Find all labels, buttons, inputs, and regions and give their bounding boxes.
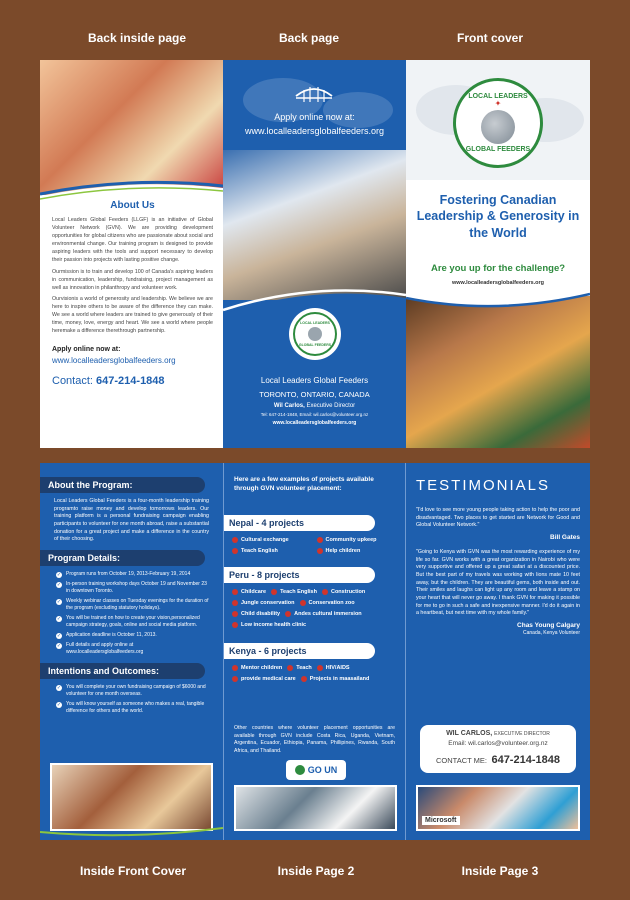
outside-sheet <box>40 60 590 448</box>
project-label: Community upkeep <box>325 537 377 543</box>
panel-back-inside <box>40 60 223 448</box>
label-inside-3: Inside Page 3 <box>461 864 539 878</box>
bullet-icon <box>271 589 277 595</box>
apply-label: Apply online now at: <box>52 346 121 354</box>
check-icon: ✓ <box>56 616 62 623</box>
gvn-label: GO UN <box>307 765 338 775</box>
details-item <box>56 571 217 578</box>
program-title: About the Program: <box>40 477 205 493</box>
gvn-globe-icon <box>295 765 305 775</box>
project-label: Conservation zoo <box>308 600 355 606</box>
label-back-inside: Back inside page <box>87 31 187 45</box>
panel-inside-front <box>40 463 223 840</box>
project-label: provide medical care <box>241 676 296 682</box>
project-label: Help children <box>325 548 361 554</box>
details-item <box>56 632 217 639</box>
peru-title: Peru - 8 projects <box>224 567 375 583</box>
project-label: Child disability <box>241 611 281 617</box>
bullet-icon <box>232 676 238 682</box>
intentions-item <box>56 701 217 715</box>
contact-phone-line <box>420 750 576 768</box>
check-icon: ✓ <box>56 582 62 589</box>
kenya-title: Kenya - 6 projects <box>224 643 375 659</box>
bullet-icon <box>317 665 323 671</box>
panel-inside-3 <box>406 463 590 840</box>
project-item <box>301 676 370 682</box>
contact-role: EXECUTIVE DIRECTOR <box>494 731 550 737</box>
intentions-text: You will complete your own fundraising campaign of $6000 and volunteer for one month overseas. <box>66 684 206 698</box>
nepal-title: Nepal - 4 projects <box>224 515 375 531</box>
world-map-watermark <box>223 60 406 150</box>
children-photo <box>40 60 223 195</box>
contact-name-line <box>420 730 576 737</box>
panel-inside-2 <box>223 463 406 840</box>
check-icon: ✓ <box>56 643 62 650</box>
bullet-icon <box>232 665 238 671</box>
kenya-section <box>224 643 405 682</box>
details-list <box>40 566 223 663</box>
inside-front-swoosh <box>40 826 223 840</box>
project-label: Mentor children <box>241 665 283 671</box>
details-title: Program Details: <box>40 550 205 566</box>
bullet-icon <box>232 537 238 543</box>
project-item <box>232 548 313 554</box>
projects-intro: Here are a few examples of projects available through GVN volunteer placement: <box>234 476 374 493</box>
testimonials-title: TESTIMONIALS <box>416 477 551 494</box>
bullet-icon <box>232 548 238 554</box>
front-url[interactable]: www.localleadersglobalfeeders.org <box>451 280 545 286</box>
classroom-photo <box>50 763 213 831</box>
check-icon: ✓ <box>56 572 62 579</box>
check-icon: ✓ <box>56 633 62 640</box>
project-label: Jungle conservation <box>241 600 295 606</box>
project-item <box>300 600 355 606</box>
peru-section <box>224 567 405 628</box>
microsoft-sign: Microsoft <box>422 816 460 825</box>
project-item <box>285 611 362 617</box>
intentions-title: Intentions and Outcomes: <box>40 663 205 679</box>
back-tel-line: Tel: 647-214-1848, Email: wil.carlos@volunteer.org.nz <box>260 412 369 417</box>
program-text: Local Leaders Global Feeders is a four-month leadership training programto raise money and develop tomorrows leaders. Our training platform is a personal fundraising campaign enabling participants to volunteer for one month abroad, raise a substantial donation for a great project and make a difference in the country of their choosing. <box>54 498 209 543</box>
bullet-icon <box>232 611 238 617</box>
details-text: Program runs from October 19, 2013-February 19, 2014 <box>66 571 191 578</box>
check-icon: ✓ <box>56 702 62 709</box>
details-item <box>56 615 217 629</box>
project-label: Childcare <box>241 589 267 595</box>
back-logo-globe-icon <box>308 327 322 341</box>
details-item <box>56 581 217 595</box>
details-item <box>56 598 217 612</box>
check-icon: ✓ <box>56 685 62 692</box>
contact-me-label: CONTACT ME: <box>436 756 487 765</box>
label-inside-2: Inside Page 2 <box>277 864 355 878</box>
back-web[interactable]: www.localleadersglobalfeeders.org <box>272 420 357 426</box>
project-item <box>317 548 398 554</box>
contact-name: WIL CARLOS, <box>446 730 493 737</box>
project-label: HIV/AIDS <box>325 665 350 671</box>
bullet-icon <box>300 600 306 606</box>
front-logo-bottom: GLOBAL FEEDERS <box>465 146 531 153</box>
front-logo-top: LOCAL LEADERS <box>468 93 528 100</box>
details-text: In-person training workshop days October 19 and November 23 in downtown Toronto. <box>66 581 207 595</box>
project-item <box>232 537 313 543</box>
maple-leaf-icon: ✦ <box>494 99 502 108</box>
inside-sheet <box>40 463 590 840</box>
label-back: Back page <box>278 31 340 45</box>
back-city: TORONTO, ONTARIO, CANADA <box>259 390 370 399</box>
about-paragraph-2: Ourmission is to train and develop 100 of Canada's aspiring leaders in communication, leadership, fundraising, project management as well as innovation in philanthropy and volunteer work. <box>52 268 213 291</box>
check-icon: ✓ <box>56 599 62 606</box>
bullet-icon <box>317 548 323 554</box>
label-front: Front cover <box>456 31 523 45</box>
project-item <box>317 537 398 543</box>
back-apply-label: Apply online now at: <box>274 112 355 122</box>
kids-group-photo <box>406 296 590 448</box>
about-paragraph-1: Local Leaders Global Feeders (LLGF) is an initiative of Global Volunteer Network (GVN). We are providing development opportunities for global citizens who are passionate about social and environmental change. Our training program is designed to provide aspiring leaders with the tools and support necessary to develop their passion into projects with lasting positive change. <box>52 217 213 263</box>
bullet-icon <box>322 589 328 595</box>
details-text: You will be trained on how to create your vision,personalized campaign strategy, goals, online and social media platform. <box>66 615 200 629</box>
about-paragraph-3: Ourvisionis a world of generosity and leadership. We believe we are here to inspire others to be aware of the difference they can make. We see a world where leaders are trained to give generously of their time, money, love, energy and heart. We see a world where people heremake a difference therethrough partnership. <box>52 296 213 335</box>
bullet-icon <box>285 611 291 617</box>
project-item <box>232 665 282 671</box>
other-countries: Other countries where volunteer placement opportunities are available through GVN include Costa Rica, Uganda, Vietnam, Argentina, Ecuador, Ethiopia, Panama, Phillipines, Rwanda, South Africa, and Thailand. <box>234 725 395 754</box>
bullet-icon <box>232 600 238 606</box>
contact-box <box>420 725 576 773</box>
label-inside-front: Inside Front Cover <box>79 864 186 878</box>
project-label: Teach English <box>280 589 317 595</box>
back-logo-top: LOCAL LEADERS <box>300 321 330 325</box>
gvn-logo <box>286 760 346 780</box>
back-org-name: Local Leaders Global Feeders <box>260 376 369 385</box>
teaching-photo <box>234 785 397 831</box>
details-text: Full details and apply online at www.localleadersglobalfeeders.org <box>66 642 144 656</box>
front-logo <box>453 78 543 168</box>
back-person-role: Executive Director <box>306 403 356 409</box>
details-text: Application deadline is October 11, 2013. <box>66 632 157 639</box>
nepal-section <box>224 515 405 554</box>
project-item <box>232 600 295 606</box>
project-item <box>232 676 296 682</box>
author-2-location: Canada, Kenya Volunteer <box>523 630 580 637</box>
author-1: Bill Gates <box>550 534 580 542</box>
apply-url[interactable]: www.localleadersglobalfeeders.org <box>52 356 176 366</box>
back-apply-url[interactable]: www.localleadersglobalfeeders.org <box>244 126 385 136</box>
back-person-name: Wil Carlos, <box>273 403 305 409</box>
front-logo-globe-icon <box>481 110 515 144</box>
details-item <box>56 642 217 656</box>
front-headline: Fostering Canadian Leadership & Generosity in the World <box>416 193 580 240</box>
bullet-icon <box>317 537 323 543</box>
project-item <box>232 622 306 628</box>
back-logo <box>289 308 341 360</box>
quote-1: "I'd love to see more young people taking action to help the poor and disadvantaged. Two places to get started are Network for Good and Global Volunteer Network." <box>416 507 580 529</box>
project-label: Cultural exchange <box>241 537 289 543</box>
front-challenge: Are you up for the challenge? <box>430 263 566 274</box>
contact-me-phone[interactable]: 647-214-1848 <box>491 754 560 766</box>
back-person <box>223 403 406 409</box>
quote-2: "Going to Kenya with GVN was the most rewarding experience of my life so far. GVN works with a great organization in Nairobi who were very supportive and offered up a great safari at a discounted price. But the best part of my travels was working with lions mate 10 feet away, but the children. They are beautiful gems, both inside and out. Their smiles and laughs can light up any room and leave a stamp on your heart that will never go away. I thank GVN for making it possible for me to go in such a safe and inexpensive manner. I'd do it again in a heartbeat, but next time with my whole family." <box>416 549 580 617</box>
project-item <box>271 589 317 595</box>
project-label: Construction <box>330 589 366 595</box>
about-title: About Us <box>110 200 155 211</box>
bullet-icon <box>232 589 238 595</box>
front-swoosh <box>406 288 590 316</box>
intentions-text: You will know yourself as someone who makes a real, tangible difference for others and the world. <box>66 701 205 715</box>
contact-phone[interactable]: 647-214-1848 <box>96 375 165 388</box>
intentions-item <box>56 684 217 698</box>
bullet-icon <box>232 622 238 628</box>
author-2: Chas Young Calgary <box>517 622 580 630</box>
intentions-list <box>40 679 223 715</box>
project-item <box>322 589 365 595</box>
panel-back <box>223 60 406 448</box>
project-label: Projects in maasailand <box>309 676 370 682</box>
project-label: Teach <box>296 665 312 671</box>
contact-line <box>52 375 213 387</box>
project-label: Teach English <box>241 548 278 554</box>
project-label: Andes cultural immersion <box>294 611 362 617</box>
project-item <box>317 665 350 671</box>
back-logo-bottom: GLOBAL FEEDERS <box>298 343 332 347</box>
bridge-icon <box>294 82 334 104</box>
details-text: Weekly webinar classes on Tuesday evenings for the duration of the program (excluding statutory holidays). <box>66 598 209 612</box>
bullet-icon <box>301 676 307 682</box>
project-label: Low income health clinic <box>241 622 307 628</box>
contact-label: Contact: <box>52 375 93 388</box>
volunteers-group-photo <box>223 150 406 300</box>
project-item <box>232 611 280 617</box>
bullet-icon <box>287 665 293 671</box>
project-item <box>232 589 266 595</box>
contact-email[interactable]: Email: wil.carlos@volunteer.org.nz <box>448 740 548 747</box>
panel-front <box>406 60 590 448</box>
project-item <box>287 665 312 671</box>
testimonial-photo <box>416 785 580 831</box>
